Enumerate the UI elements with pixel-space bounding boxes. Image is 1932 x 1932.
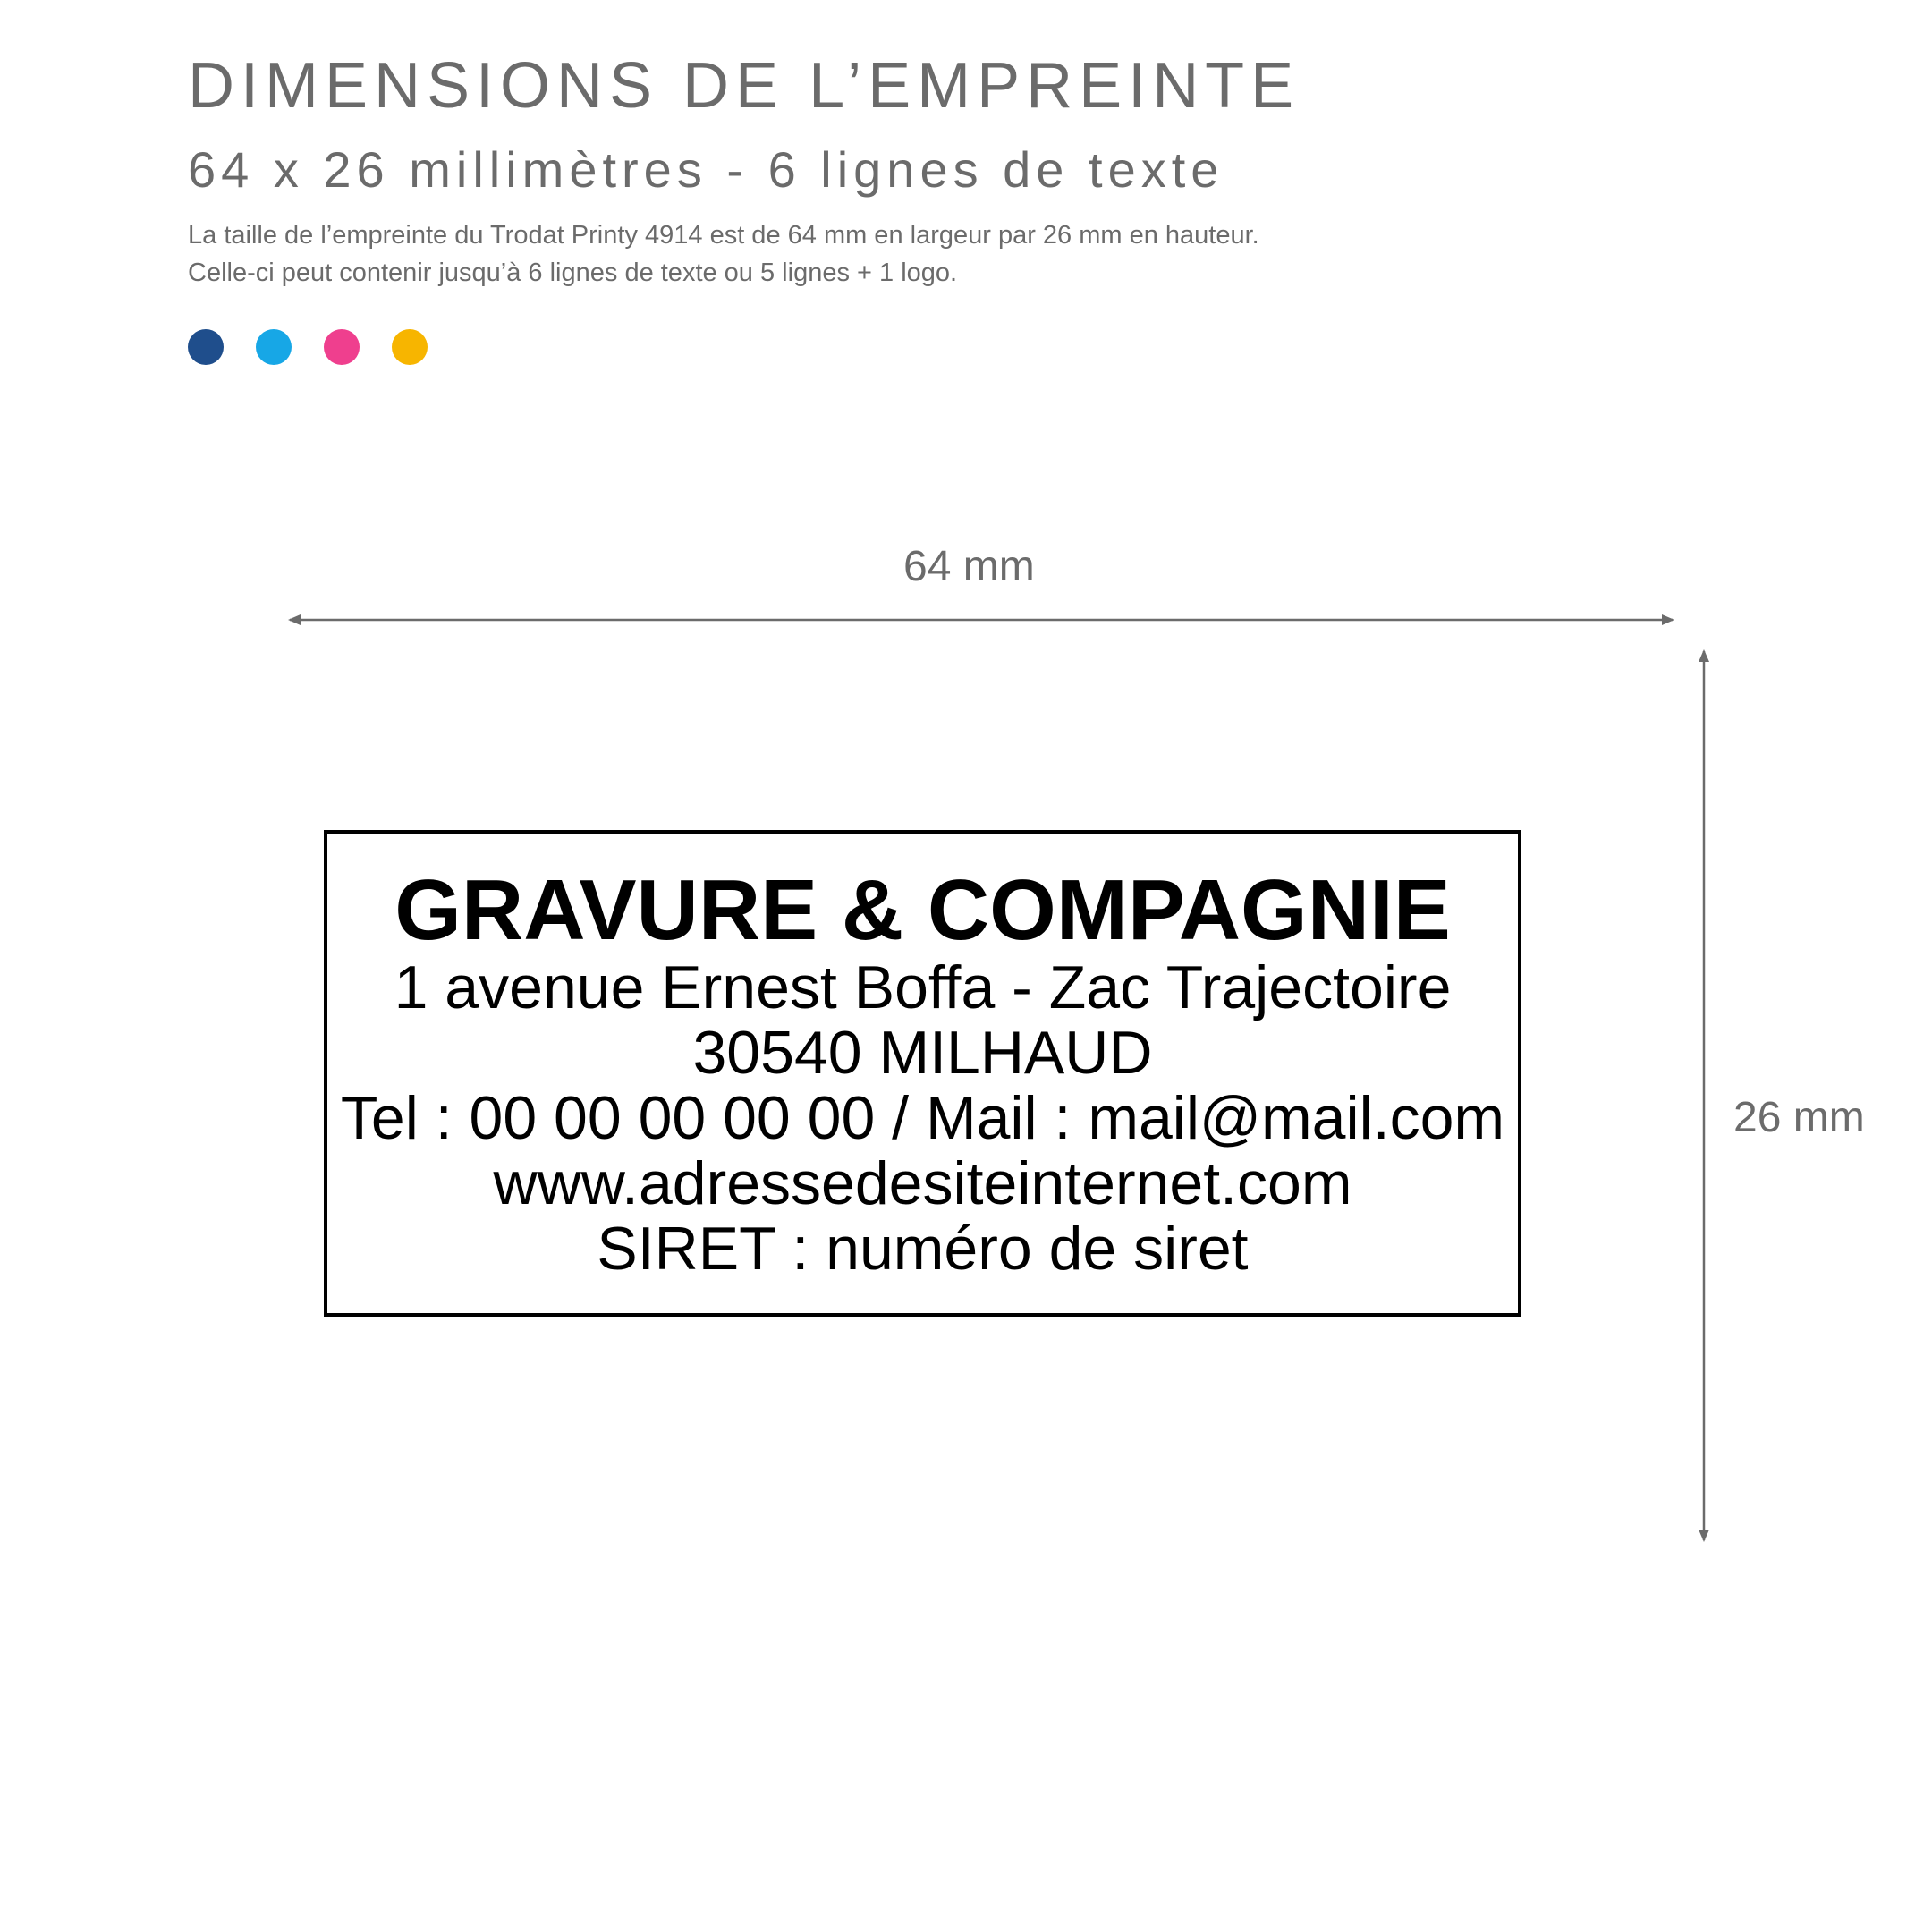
stamp-siret-line: SIRET : numéro de siret (597, 1214, 1249, 1283)
description-line: Celle-ci peut contenir jusqu’à 6 lignes de texte ou 5 lignes + 1 logo. (188, 258, 958, 287)
height-label: 26 mm (1733, 1094, 1865, 1141)
description-line: La taille de l’empreinte du Trodat Printy 4914 est de 64 mm en largeur par 26 mm en hauteur. (188, 221, 1259, 250)
stamp-address-line: 1 avenue Ernest Boffa - Zac Trajectoire (394, 953, 1452, 1021)
stamp-imprint-preview (324, 830, 1521, 1317)
stamp-city-line: 30540 MILHAUD (692, 1018, 1153, 1087)
page-subtitle: 64 x 26 millimètres - 6 lignes de texte (188, 141, 1224, 198)
stamp-company-name: GRAVURE & COMPAGNIE (394, 861, 1451, 958)
stamp-website-line: www.adressedesiteinternet.com (493, 1148, 1352, 1217)
width-label: 64 mm (903, 543, 1035, 590)
stamp-contact-line: Tel : 00 00 00 00 00 / Mail : mail@mail.com (340, 1083, 1505, 1152)
page-title: DIMENSIONS DE L’EMPREINTE (188, 50, 1301, 122)
